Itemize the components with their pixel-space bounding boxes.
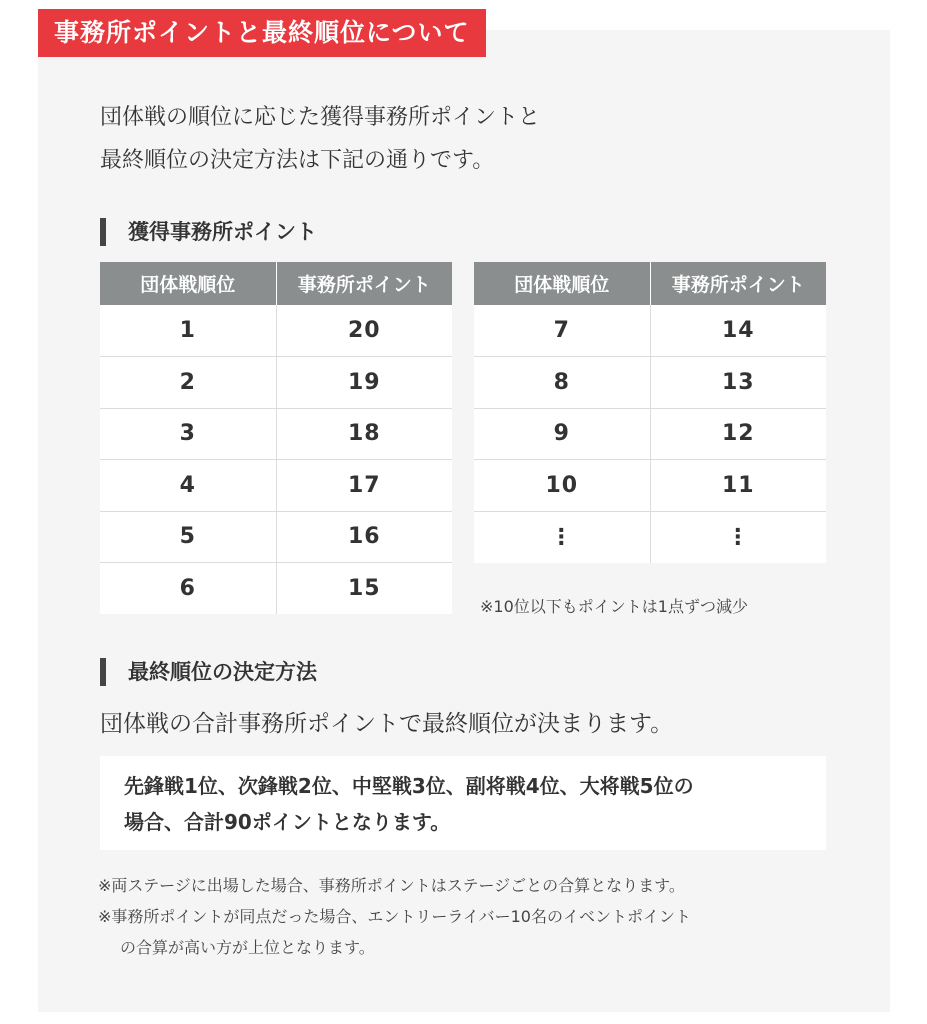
rank-cell: 6 — [100, 563, 276, 615]
example-box — [100, 756, 826, 850]
points-cell: 20 — [276, 305, 452, 357]
table-row — [100, 460, 452, 512]
footnote-1: ※両ステージに出場した場合、事務所ポイントはステージごとの合算となります。 — [98, 876, 685, 895]
col-header-points: 事務所ポイント — [650, 262, 826, 305]
table-row — [474, 511, 826, 563]
table-row — [100, 511, 452, 563]
table-row — [474, 305, 826, 357]
intro-text — [100, 96, 540, 182]
rank-cell: 4 — [100, 460, 276, 512]
rank-cell: 10 — [474, 460, 650, 512]
table-row — [474, 460, 826, 512]
points-cell: 13 — [650, 357, 826, 409]
points-cell: 15 — [347, 576, 381, 601]
footnote-2-line-2: の合算が高い方が上位となります。 — [120, 938, 375, 957]
footnote-2-line-1: ※事務所ポイントが同点だった場合、エントリーライバー10名のイベントポイント — [98, 907, 691, 926]
table-row — [100, 357, 452, 409]
decide-text: 団体戦の合計事務所ポイントで最終順位が決まります。 — [100, 711, 674, 737]
points-table-left — [100, 262, 452, 614]
rank-cell: ⋮ — [474, 511, 650, 563]
points-decrease-note: ※10位以下もポイントは1点ずつ減少 — [480, 597, 748, 616]
rank-cell: 9 — [474, 408, 650, 460]
footnotes — [98, 870, 691, 963]
decide-section-heading: 最終順位の決定方法 — [100, 658, 317, 686]
points-cell: 19 — [276, 357, 452, 409]
example-line-2: 場合、合計90ポイントとなります。 — [124, 810, 451, 834]
table-row — [100, 563, 452, 615]
points-cell: 18 — [276, 408, 452, 460]
col-header-rank: 団体戦順位 — [100, 262, 276, 305]
rank-cell: 3 — [100, 408, 276, 460]
points-cell: ⋮ — [726, 524, 750, 550]
points-section-heading: 獲得事務所ポイント — [100, 218, 317, 246]
points-cell: 17 — [276, 460, 452, 512]
page-title: 事務所ポイントと最終順位について — [38, 9, 486, 57]
table-row — [100, 305, 452, 357]
col-header-points: 事務所ポイント — [276, 262, 452, 305]
rank-cell: 2 — [100, 357, 276, 409]
points-cell: 16 — [276, 511, 452, 563]
intro-line-2: 最終順位の決定方法は下記の通りです。 — [100, 148, 495, 173]
rank-cell: 8 — [474, 357, 650, 409]
rank-cell: 7 — [474, 305, 650, 357]
points-cell: 14 — [650, 305, 826, 357]
rank-cell: 5 — [100, 511, 276, 563]
table-row — [474, 357, 826, 409]
table-row — [100, 408, 452, 460]
intro-line-1: 団体戦の順位に応じた獲得事務所ポイントと — [100, 105, 541, 130]
table-row — [474, 408, 826, 460]
rank-cell: 1 — [100, 305, 276, 357]
points-table-right — [474, 262, 826, 563]
col-header-rank: 団体戦順位 — [474, 262, 650, 305]
points-cell: 12 — [650, 408, 826, 460]
example-line-1: 先鋒戦1位、次鋒戦2位、中堅戦3位、副将戦4位、大将戦5位の — [124, 774, 694, 798]
points-cell: 11 — [650, 460, 826, 512]
